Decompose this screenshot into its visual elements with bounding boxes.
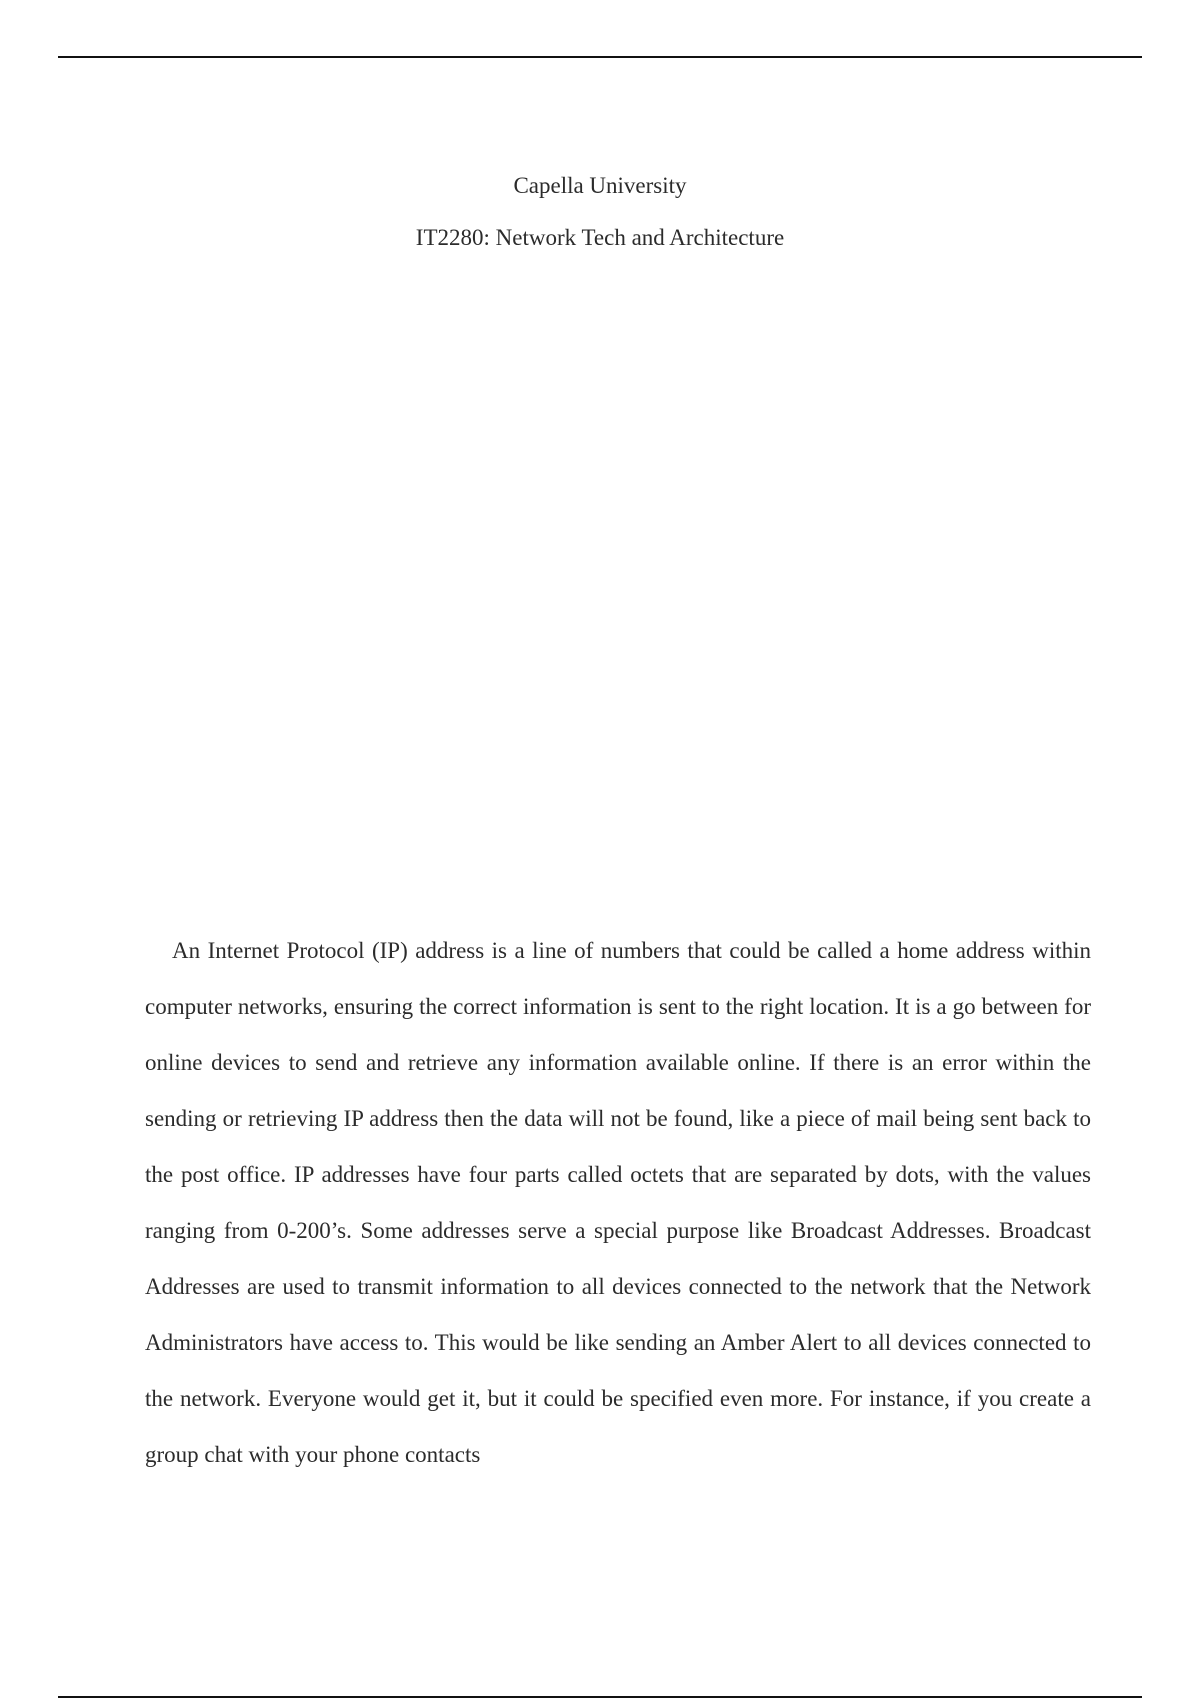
title-block: [0, 160, 1200, 264]
body-paragraph: An Internet Protocol (IP) address is a line of numbers that could be called a home address within computer networks, ensuring the correct information is sent to the right location. It is a go between for online devices to send and retrieve any information available online. If there is an error within the sending or retrieving IP address then the data will not be found, like a piece of mail being sent back to the post office. IP addresses have four parts called octets that are separated by dots, with the values ranging from 0-200’s. Some addresses serve a special purpose like Broadcast Addresses. Broadcast Addresses are used to transmit information to all devices connected to the network that the Network Administrators have access to. This would be like sending an Amber Alert to all devices connected to the network. Everyone would get it, but it could be specified even more. For instance, if you create a group chat with your phone contacts: [145, 938, 1091, 1467]
institution-name: Capella University: [513, 173, 687, 198]
header-rule: [58, 56, 1142, 58]
footer-rule: [58, 1696, 1142, 1698]
course-title: IT2280: Network Tech and Architecture: [415, 225, 785, 250]
